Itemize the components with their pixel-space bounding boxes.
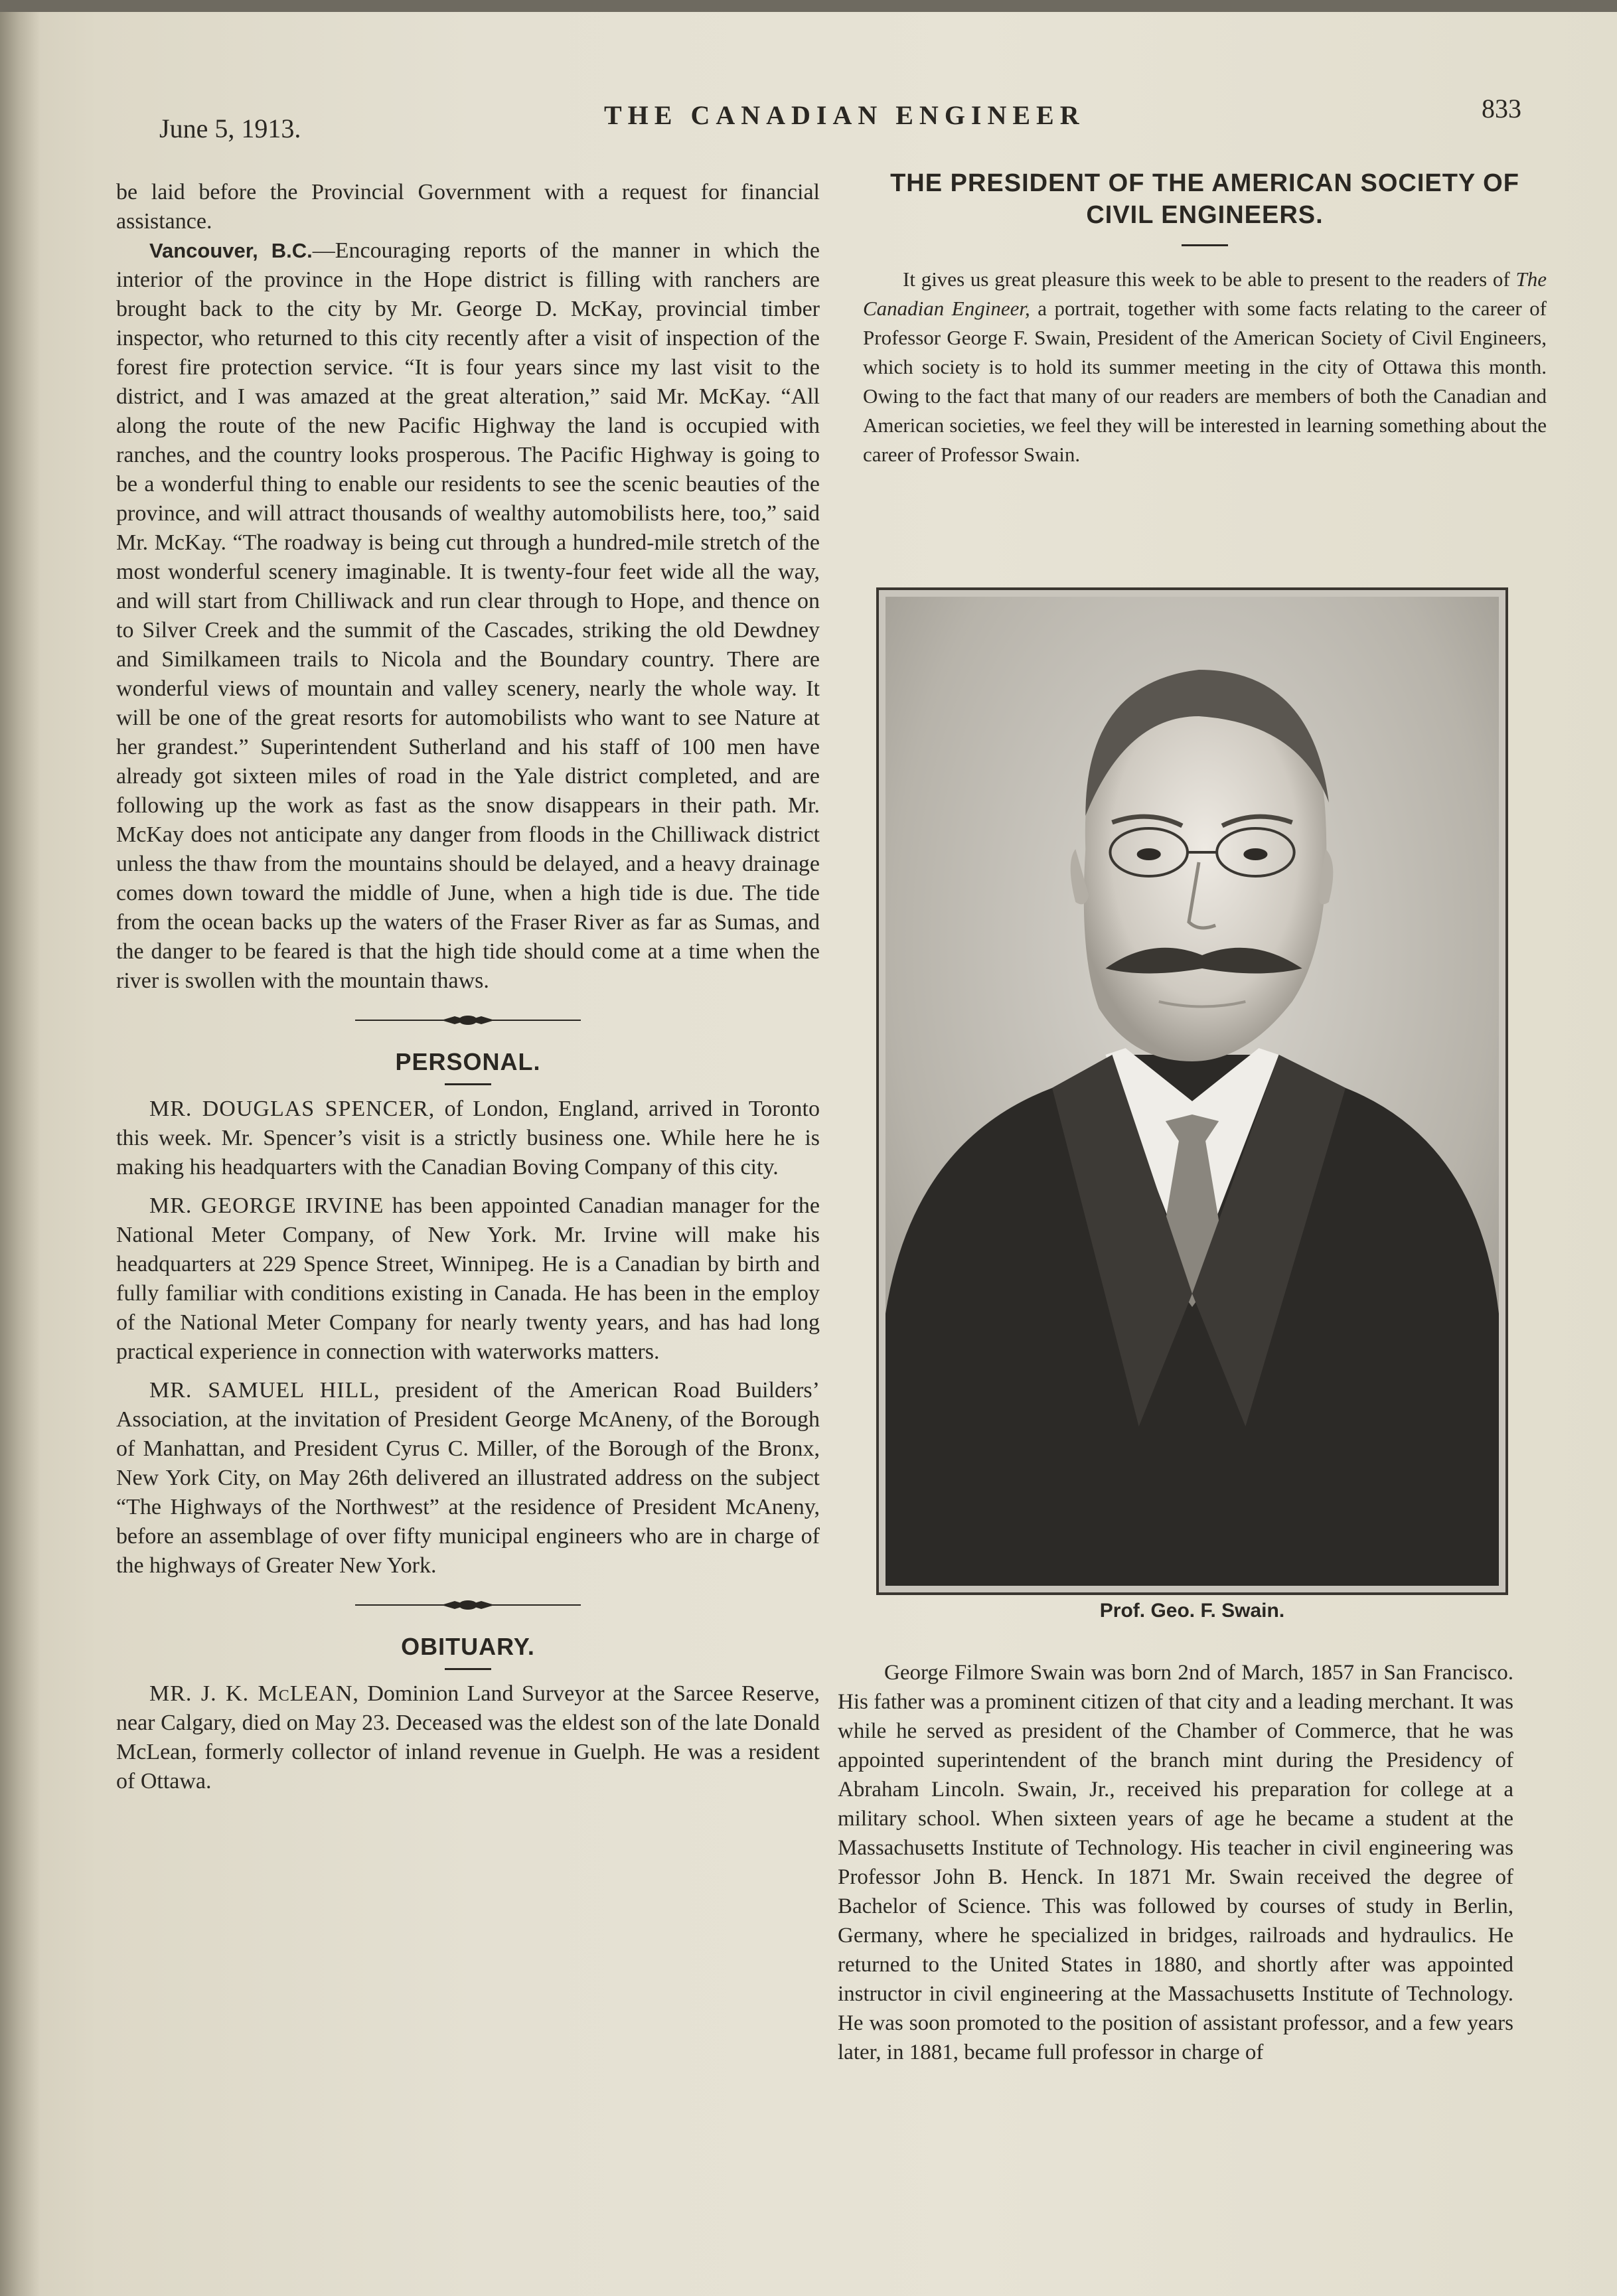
section-ornament: [355, 1598, 581, 1612]
person-text: of London, England, arrived in Toronto this week. Mr. Spencer’s visit is a strictly business one. While here he is making his headquarters with the Canadian Boving Company of this city.: [116, 1097, 820, 1180]
personal-heading: PERSONAL.: [395, 1048, 541, 1075]
intro-text: It gives us great pleasure this week to be able to present to the readers of: [903, 268, 1516, 291]
biography-column: [838, 1658, 1513, 2067]
personal-item: [116, 1376, 820, 1580]
portrait-image: [886, 597, 1499, 1586]
left-column: [116, 178, 820, 1796]
portrait-photo: [876, 587, 1508, 1595]
intro-text-2: a portrait, together with some facts relating to the career of Professor George F. Swain, President of the American Society of Civil Engineers, which society is to hold its summer meeting in the city of Ottawa this month. Owing to the fact that many of our readers are members of both the Canadian and American societies, we feel they will be interested in learning something about the career of Professor Swain.: [863, 297, 1547, 466]
right-column: [863, 167, 1547, 469]
person-text: Dominion Land Surveyor at the Sarcee Reserve, near Calgary, died on May 23. Deceased was the eldest son of the late Donald McLean, formerly collector of inland revenue in Guelph. He was a resident of Ottawa.: [116, 1681, 820, 1794]
person-text: has been appointed Canadian manager for the National Meter Company, of New York. Mr. Irvine will make his headquarters at 229 Spence Street, Winnipeg. He is a Canadian by birth and fully familiar with conditions existing in Canada. He has been in the employ of the National Meter Company for nearly twenty years, and has had long practical experience in connection with waterworks matters.: [116, 1193, 820, 1364]
heading-rule: [445, 1668, 491, 1670]
binding-gutter: [0, 0, 40, 2296]
journal-title: THE CANADIAN ENGINEER: [604, 100, 1085, 130]
person-name: MR. SAMUEL HILL,: [149, 1378, 380, 1403]
heading-rule: [445, 1083, 491, 1085]
intro-paragraph: [863, 265, 1547, 469]
person-text: president of the American Road Builders’ Association, at the invitation of President George McAneny, of the Borough of Manhattan, and President Cyrus C. Miller, of the Borough of the Bronx, New York City, on May 26th delivered an illustrated address on the subject “The Highways of the Northwest” at the residence of President McAneny, before an assemblage of over fifty municipal engineers who are in charge of the highways of Greater New York.: [116, 1378, 820, 1578]
person-name: MR. J. K. McLEAN,: [149, 1681, 359, 1706]
heading-rule: [1182, 244, 1228, 246]
issue-date: June 5, 1913.: [159, 114, 301, 143]
section-ornament: [355, 1013, 581, 1028]
top-edge: [0, 0, 1617, 12]
page-number: 833: [1482, 94, 1521, 123]
obituary-heading: OBITUARY.: [401, 1633, 535, 1660]
vancouver-label: Vancouver, B.C.: [149, 239, 313, 262]
portrait-caption: Prof. Geo. F. Swain.: [1099, 1600, 1285, 1622]
article-heading: THE PRESIDENT OF THE AMERICAN SOCIETY OF CIVIL ENGINEERS.: [890, 169, 1519, 229]
journal-name: The Canadian Engineer,: [863, 268, 1547, 320]
person-name: MR. GEORGE IRVINE: [149, 1193, 384, 1218]
personal-item: [116, 1191, 820, 1367]
vancouver-paragraph: [116, 236, 820, 996]
vancouver-text: —Encouraging reports of the manner in which the interior of the province in the Hope district is filling with ranchers are brought back to the city by Mr. George D. McKay, provincial timber inspector, who returned to this city recently after a visit of inspection of the forest fire protection service. “It is four years since my last visit to the district, and I was amazed at the great alteration,” said Mr. McKay. “All along the route of the new Pacific Highway the land is occupied with ranches, and the country looks prosperous. The Pacific Highway is going to be a wonderful thing to enable our residents to see the scenic beauties of the province, and will attract thousands of wealthy automobilists here, too,” said Mr. McKay. “The roadway is being cut through a hundred-mile stretch of the most wonderful scenery imaginable. It is twenty-four feet wide all the way, and will start from Chilliwack and run clear through to Hope, and thence on to Silver Creek and the summit of the Cascades, striking the old Dewdney and Similkameen trails to Nicola and the Boundary country. There are wonderful views of mountain and valley scenery, nearly the whole way. It will be one of the great resorts for automobilists who want to see Nature at her grandest.” Superintendent Sutherland and his staff of 100 men have already got sixteen miles of road in the Yale district completed, and are following up the work as fast as the snow disappears in their path. Mr. McKay does not anticipate any danger from floods in the Chilliwack district unless the thaw from the mountains should be delayed, and a heavy drainage comes down toward the middle of June, when a high tide is due. The tide from the ocean backs up the waters of the Fraser River as far as Sumas, and the danger to be feared is that the high tide should come at a time when the river is swollen with the mountain thaws.: [116, 238, 820, 993]
continued-paragraph: be laid before the Provincial Government with a request for financial assistance.: [116, 180, 820, 234]
biography-paragraph: George Filmore Swain was born 2nd of March, 1857 in San Francisco. His father was a prominent citizen of that city and a leading merchant. It was while he served as president of the Chamber of Commerce, that he was appointed superintendent of the branch mint during the Presidency of Abraham Lincoln. Swain, Jr., received his preparation for college at a military school. When sixteen years of age he became a student at the Massachusetts Institute of Technology. His teacher in civil engineering was Professor John B. Henck. In 1871 Mr. Swain received the degree of Bachelor of Science. This was followed by courses of study in Berlin, Germany, where he specialized in bridges, railroads and hydraulics. He returned to the United States in 1880, and shortly after was appointed instructor in civil engineering at the Massachusetts Institute of Technology. He was soon promoted to the position of assistant professor, and a few years later, in 1881, became full professor in charge of: [838, 1661, 1513, 2064]
person-name: MR. DOUGLAS SPENCER,: [149, 1097, 435, 1121]
obituary-item: [116, 1679, 820, 1796]
personal-item: [116, 1095, 820, 1182]
